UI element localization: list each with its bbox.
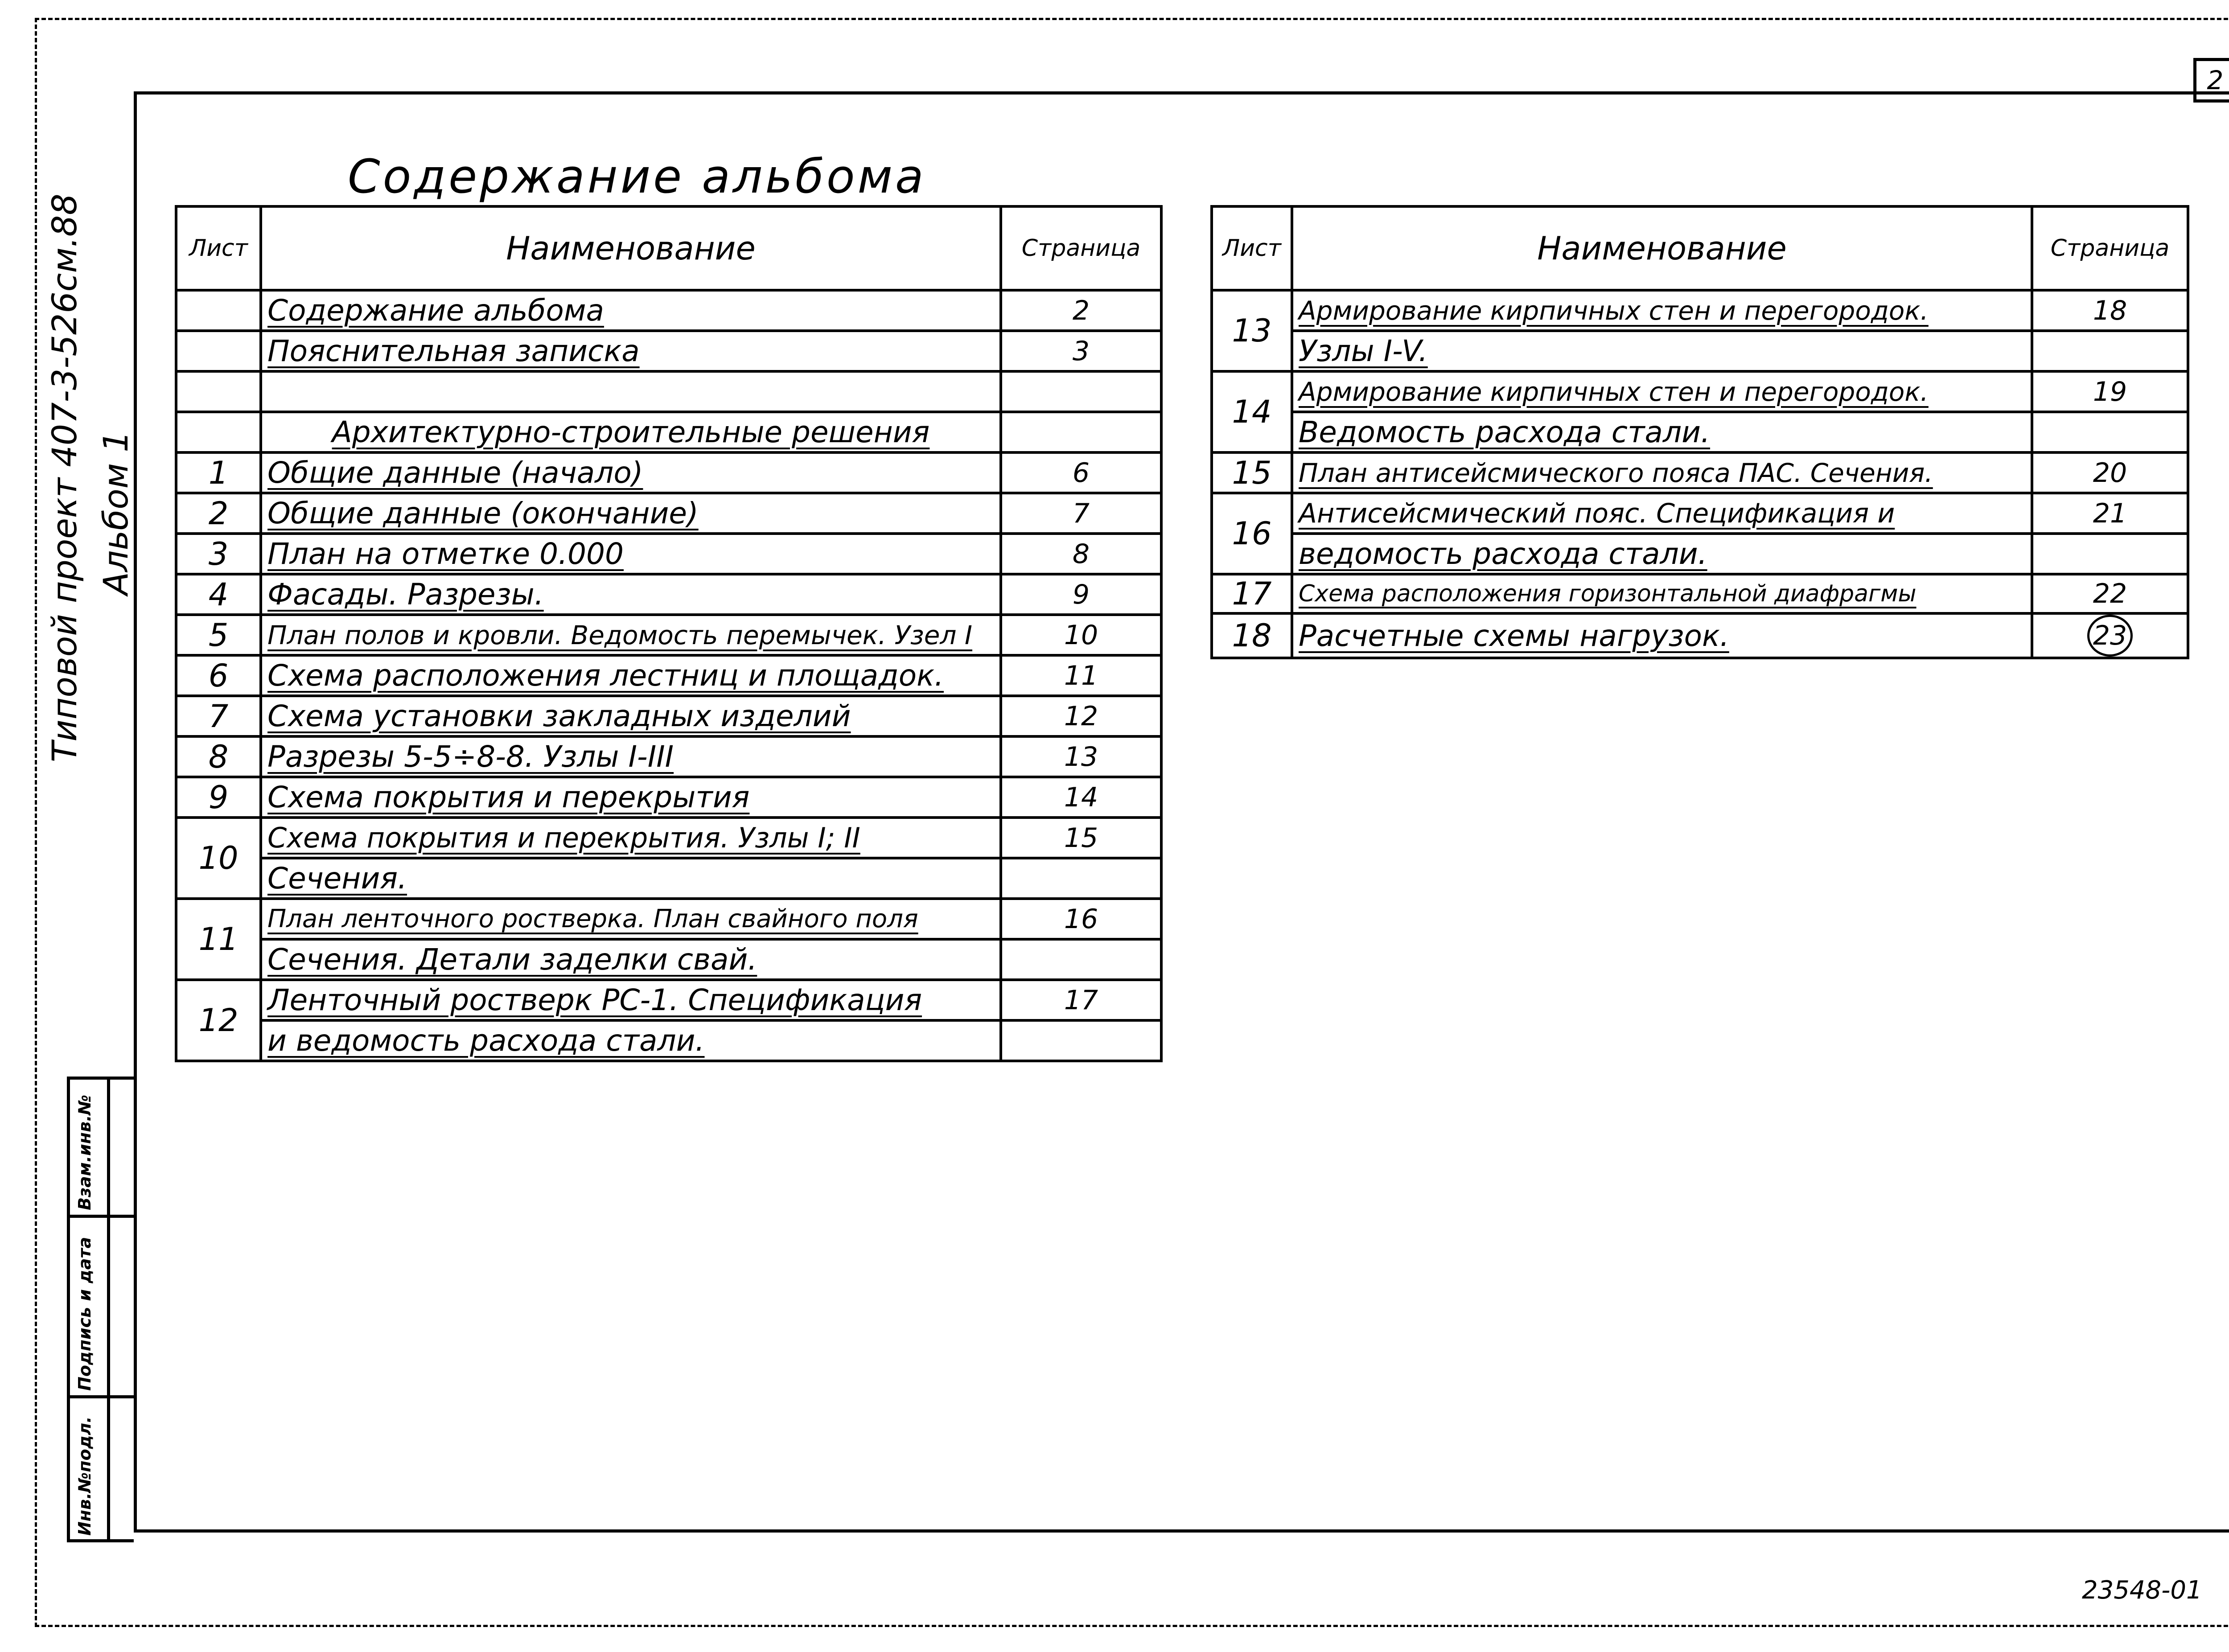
table-row-continued [176,858,1161,899]
row-page [2032,613,2188,658]
row-sheet: 11 [176,899,261,980]
table-row [1212,452,2188,493]
header-page: Страница [1001,206,1161,290]
row-page: 3 [1001,331,1161,371]
drawing-code: 23548-01 [2082,1576,2202,1605]
row-sheet: 7 [176,696,261,736]
row-page: 12 [1001,696,1161,736]
row-page-empty [1001,858,1161,899]
row-page: 6 [1001,452,1161,493]
row-name-continued: и ведомость расхода стали. [261,1020,1001,1061]
row-name: План антисейсмического пояса ПАС. Сечения. [1292,452,2032,493]
row-page: 7 [1001,493,1161,534]
stamp-label-signature: Подпись и дата [75,1237,95,1391]
row-sheet: 3 [176,534,261,574]
table-row [176,493,1161,534]
row-sheet: 17 [1212,574,1292,613]
table-row-continued [176,939,1161,980]
row-page: 22 [2032,574,2188,613]
row-name: Армирование кирпичных стен и перегородок. [1292,290,2032,331]
stamp-border-mid [107,1077,110,1542]
row-name: Армирование кирпичных стен и перегородок. [1292,371,2032,412]
table-row-continued [1212,331,2188,371]
row-sheet: 10 [176,818,261,899]
row-page: 9 [1001,574,1161,615]
row-sheet: 1 [176,452,261,493]
row-page-empty [1001,939,1161,980]
table-row [176,818,1161,858]
row-sheet [176,290,261,331]
stamp-border-top [67,1077,134,1080]
row-page-empty [2032,534,2188,574]
row-sheet: 5 [176,615,261,655]
row-sheet: 14 [1212,371,1292,452]
section-row [176,412,1161,452]
row-page: 17 [1001,980,1161,1020]
header-sheet: Лист [176,206,261,290]
header-page: Страница [2032,206,2188,290]
table-row [176,534,1161,574]
table-row [176,615,1161,655]
table-row [1212,493,2188,534]
row-sheet: 2 [176,493,261,534]
row-sheet [176,331,261,371]
row-name: Схема расположения горизонтальной диафрагмы [1292,574,2032,613]
row-name-continued: Ведомость расхода стали. [1292,412,2032,452]
row-name: Схема установки закладных изделий [261,696,1001,736]
table-row [176,696,1161,736]
row-sheet: 4 [176,574,261,615]
album-number: Альбом 1 [96,431,136,595]
row-name: План ленточного ростверка. План свайного поля [261,899,1001,939]
stamp-border-bottom [67,1539,134,1542]
table-row [176,371,1161,412]
row-name: Ленточный ростверк РС-1. Спецификация [261,980,1001,1020]
row-page: 10 [1001,615,1161,655]
row-name-continued: Сечения. [261,858,1001,899]
row-name: Схема покрытия и перекрытия [261,777,1001,818]
row-name: Пояснительная записка [261,331,1001,371]
row-name: Схема покрытия и перекрытия. Узлы I; II [261,818,1001,858]
table-row [1212,371,2188,412]
row-name: Антисейсмический пояс. Спецификация и [1292,493,2032,534]
circled-page-number: 23 [2087,615,2133,657]
table-row [176,290,1161,331]
table-row [1212,290,2188,331]
row-page-empty [2032,331,2188,371]
stamp-divider-2 [67,1395,134,1398]
row-page: 21 [2032,493,2188,534]
row-name: Расчетные схемы нагрузок. [1292,613,2032,658]
table-row [176,777,1161,818]
contents-table-left [175,205,1163,1062]
section-heading: Архитектурно-строительные решения [261,412,1001,452]
row-sheet: 6 [176,655,261,696]
row-name-continued: Сечения. Детали заделки свай. [261,939,1001,980]
row-page: 8 [1001,534,1161,574]
row-name: Фасады. Разрезы. [261,574,1001,615]
row-name-continued: Узлы I-V. [1292,331,2032,371]
project-designation: Типовой проект 407-3-526см.88 [45,193,84,762]
header-sheet: Лист [1212,206,1292,290]
row-page: 14 [1001,777,1161,818]
row-page: 2 [1001,290,1161,331]
table-row [1212,613,2188,658]
row-sheet: 18 [1212,613,1292,658]
row-page: 11 [1001,655,1161,696]
row-name-continued: ведомость расхода стали. [1292,534,2032,574]
album-title: Содержание альбома [348,149,926,204]
row-page: 13 [1001,736,1161,777]
row-name: Содержание альбома [261,290,1001,331]
table-row-continued [1212,534,2188,574]
sheet-number: 2 [2193,58,2229,103]
row-page: 18 [2032,290,2188,331]
row-page: 20 [2032,452,2188,493]
row-name: Общие данные (окончание) [261,493,1001,534]
table-row [176,331,1161,371]
row-page [1001,412,1161,452]
table-row-continued [1212,412,2188,452]
row-sheet: 8 [176,736,261,777]
row-sheet: 9 [176,777,261,818]
row-page: 16 [1001,899,1161,939]
table-row-continued [176,1020,1161,1061]
row-page [1001,371,1161,412]
table-row [176,899,1161,939]
approval-stamp [67,1077,140,1542]
table-row [176,736,1161,777]
row-sheet: 12 [176,980,261,1061]
row-sheet: 13 [1212,290,1292,371]
header-name: Наименование [261,206,1001,290]
table-row [176,655,1161,696]
table-row [176,452,1161,493]
stamp-label-replaced: Взам.инв.№ [75,1094,95,1210]
table-row [176,980,1161,1020]
table-row [1212,574,2188,613]
stamp-border-left [67,1077,70,1542]
row-sheet: 15 [1212,452,1292,493]
header-name: Наименование [1292,206,2032,290]
row-name: Схема расположения лестниц и площадок. [261,655,1001,696]
row-name: План на отметке 0.000 [261,534,1001,574]
row-sheet: 16 [1212,493,1292,574]
row-sheet [176,412,261,452]
row-page: 19 [2032,371,2188,412]
contents-table-right [1210,205,2189,659]
row-name [261,371,1001,412]
row-name: План полов и кровли. Ведомость перемычек. Узел I [261,615,1001,655]
table-row [176,574,1161,615]
row-sheet [176,371,261,412]
stamp-divider-1 [67,1215,134,1218]
row-name: Разрезы 5-5÷8-8. Узлы I-III [261,736,1001,777]
stamp-label-inv: Инв.№подл. [75,1416,95,1536]
row-page-empty [1001,1020,1161,1061]
row-page: 15 [1001,818,1161,858]
row-name: Общие данные (начало) [261,452,1001,493]
row-page-empty [2032,412,2188,452]
